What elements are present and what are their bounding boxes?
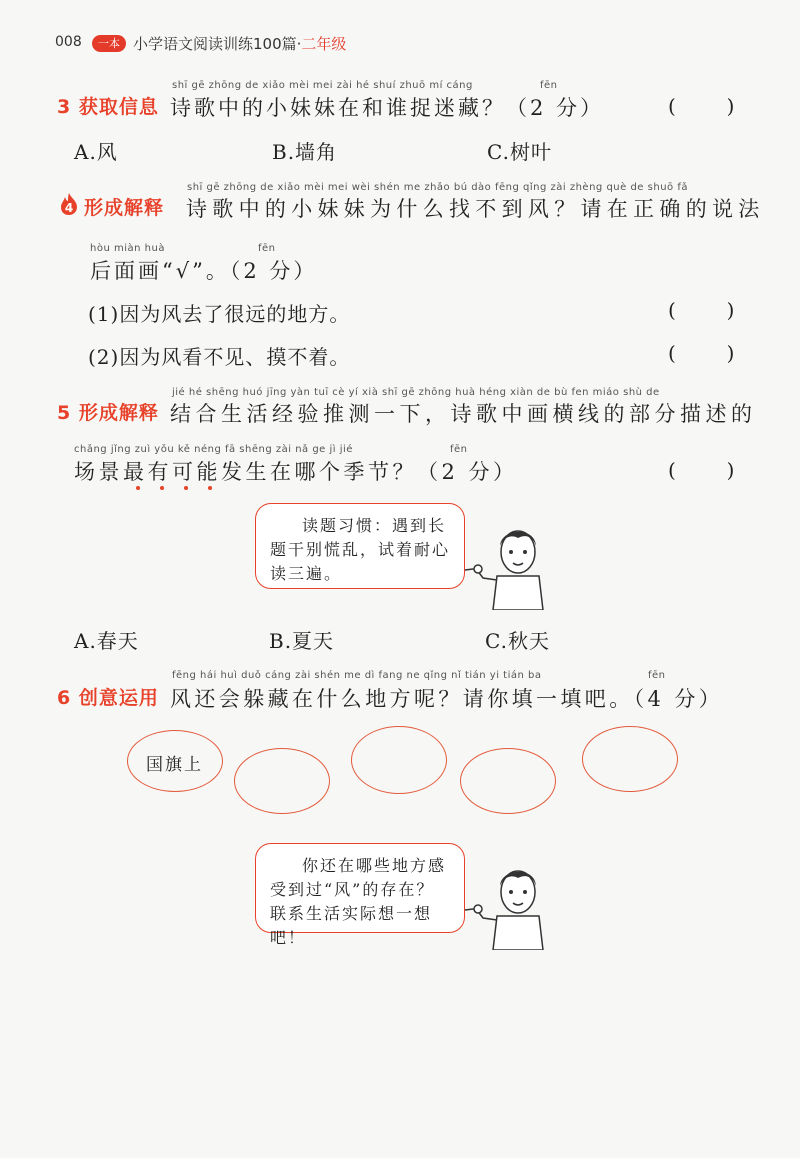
title-separator: · bbox=[296, 35, 302, 53]
flame-icon bbox=[58, 192, 80, 216]
q4-pinyin-line2-fen: fēn bbox=[258, 243, 276, 254]
q6-pinyin-fen: fēn bbox=[648, 670, 666, 681]
q3-label bbox=[57, 92, 159, 119]
book-title bbox=[133, 33, 346, 54]
q6-number: 6 bbox=[57, 687, 72, 709]
q3-question: 诗歌中的小妹妹在和谁捉迷藏？（2 分） bbox=[170, 96, 605, 120]
emphasis-dot bbox=[184, 486, 188, 490]
q4-label: 形成解释 bbox=[84, 197, 165, 219]
emphasis-dot bbox=[160, 486, 164, 490]
thinking-tip-bubble: 你还在哪些地方感受到过“风”的存在？联系生活实际想一想吧！ bbox=[255, 843, 465, 933]
q6-label bbox=[57, 683, 159, 710]
answer-oval-4[interactable] bbox=[582, 726, 678, 792]
q5-pinyin-line1: jié hé shēng huó jīng yàn tuī cè yí xià shī gē zhōng huà héng xiàn de bù fen miáo shù de bbox=[172, 387, 660, 398]
q3-option-c[interactable]: C.树叶 bbox=[487, 140, 552, 164]
emphasis-dot bbox=[208, 486, 212, 490]
q5-answer-blank[interactable]: ( ) bbox=[668, 458, 735, 482]
q5-label bbox=[57, 398, 159, 425]
q6-pinyin: fēng hái huì duǒ cáng zài shén me dì fang ne qǐng nǐ tián yi tián ba bbox=[172, 670, 542, 681]
q5-question-line1: 结合生活经验推测一下，诗歌中画横线的部分描述的 bbox=[170, 402, 757, 426]
q6-question: 风还会躲藏在什么地方呢？请你填一填吧。（4 分） bbox=[170, 687, 724, 711]
page-number: 008 bbox=[55, 34, 82, 50]
book-title-text: 小学语文阅读训练100篇 bbox=[133, 35, 297, 53]
q5-option-a[interactable]: A.春天 bbox=[74, 629, 139, 653]
brand-logo: 一本 bbox=[92, 35, 126, 52]
q6-label-text: 创意运用 bbox=[78, 687, 159, 709]
q3-pinyin: shī gē zhōng de xiǎo mèi mei zài hé shuí zhuō mí cáng bbox=[172, 80, 473, 91]
q5-pinyin-line2-fen: fēn bbox=[450, 444, 468, 455]
q5-option-b[interactable]: B.夏天 bbox=[269, 629, 335, 653]
answer-oval-3[interactable] bbox=[460, 748, 556, 814]
q4-question-line1: 诗歌中的小妹妹为什么找不到风？请在正确的说法 bbox=[186, 197, 765, 221]
q4-item-2-blank[interactable]: ( ) bbox=[668, 341, 735, 365]
answer-oval-2[interactable] bbox=[351, 726, 447, 794]
q3-option-a[interactable]: A.风 bbox=[74, 140, 118, 164]
boy-pointing-icon bbox=[463, 518, 553, 610]
q3-pinyin-fen: fēn bbox=[540, 80, 558, 91]
q4-item-2: (2)因为风看不见、摸不着。 bbox=[88, 345, 351, 369]
q3-option-b[interactable]: B.墙角 bbox=[272, 140, 338, 164]
q5-pinyin-line2: chǎng jǐng zuì yǒu kě néng fā shēng zài nǎ ge jì jié bbox=[74, 444, 353, 455]
q4-question-line2: 后面画“√”。（2 分） bbox=[90, 259, 318, 283]
reading-tip-bubble: 读题习惯：遇到长题干别慌乱，试着耐心读三遍。 bbox=[255, 503, 465, 589]
q5-question-line2: 场景最有可能发生在哪个季节？（2 分） bbox=[74, 460, 518, 484]
q3-number: 3 bbox=[57, 96, 72, 118]
emphasis-dot bbox=[136, 486, 140, 490]
q5-number: 5 bbox=[57, 402, 72, 424]
q4-number: 4 bbox=[64, 201, 74, 215]
q3-answer-blank[interactable]: ( ) bbox=[668, 94, 735, 118]
q4-pinyin-line2: hòu miàn huà bbox=[90, 243, 165, 254]
answer-oval-1[interactable] bbox=[234, 748, 330, 814]
q4-item-1-blank[interactable]: ( ) bbox=[668, 298, 735, 322]
q5-option-c[interactable]: C.秋天 bbox=[485, 629, 550, 653]
grade-label: 二年级 bbox=[301, 35, 347, 53]
q5-label-text: 形成解释 bbox=[78, 402, 159, 424]
boy-pointing-icon bbox=[463, 858, 553, 950]
q3-label-text: 获取信息 bbox=[78, 96, 159, 118]
q4-pinyin-line1: shī gē zhōng de xiǎo mèi mei wèi shén me zhǎo bú dào fēng qǐng zài zhèng què de shuō fǎ bbox=[187, 182, 688, 193]
answer-oval-example-text: 国旗上 bbox=[146, 755, 203, 775]
q4-item-1: (1)因为风去了很远的地方。 bbox=[88, 302, 351, 326]
